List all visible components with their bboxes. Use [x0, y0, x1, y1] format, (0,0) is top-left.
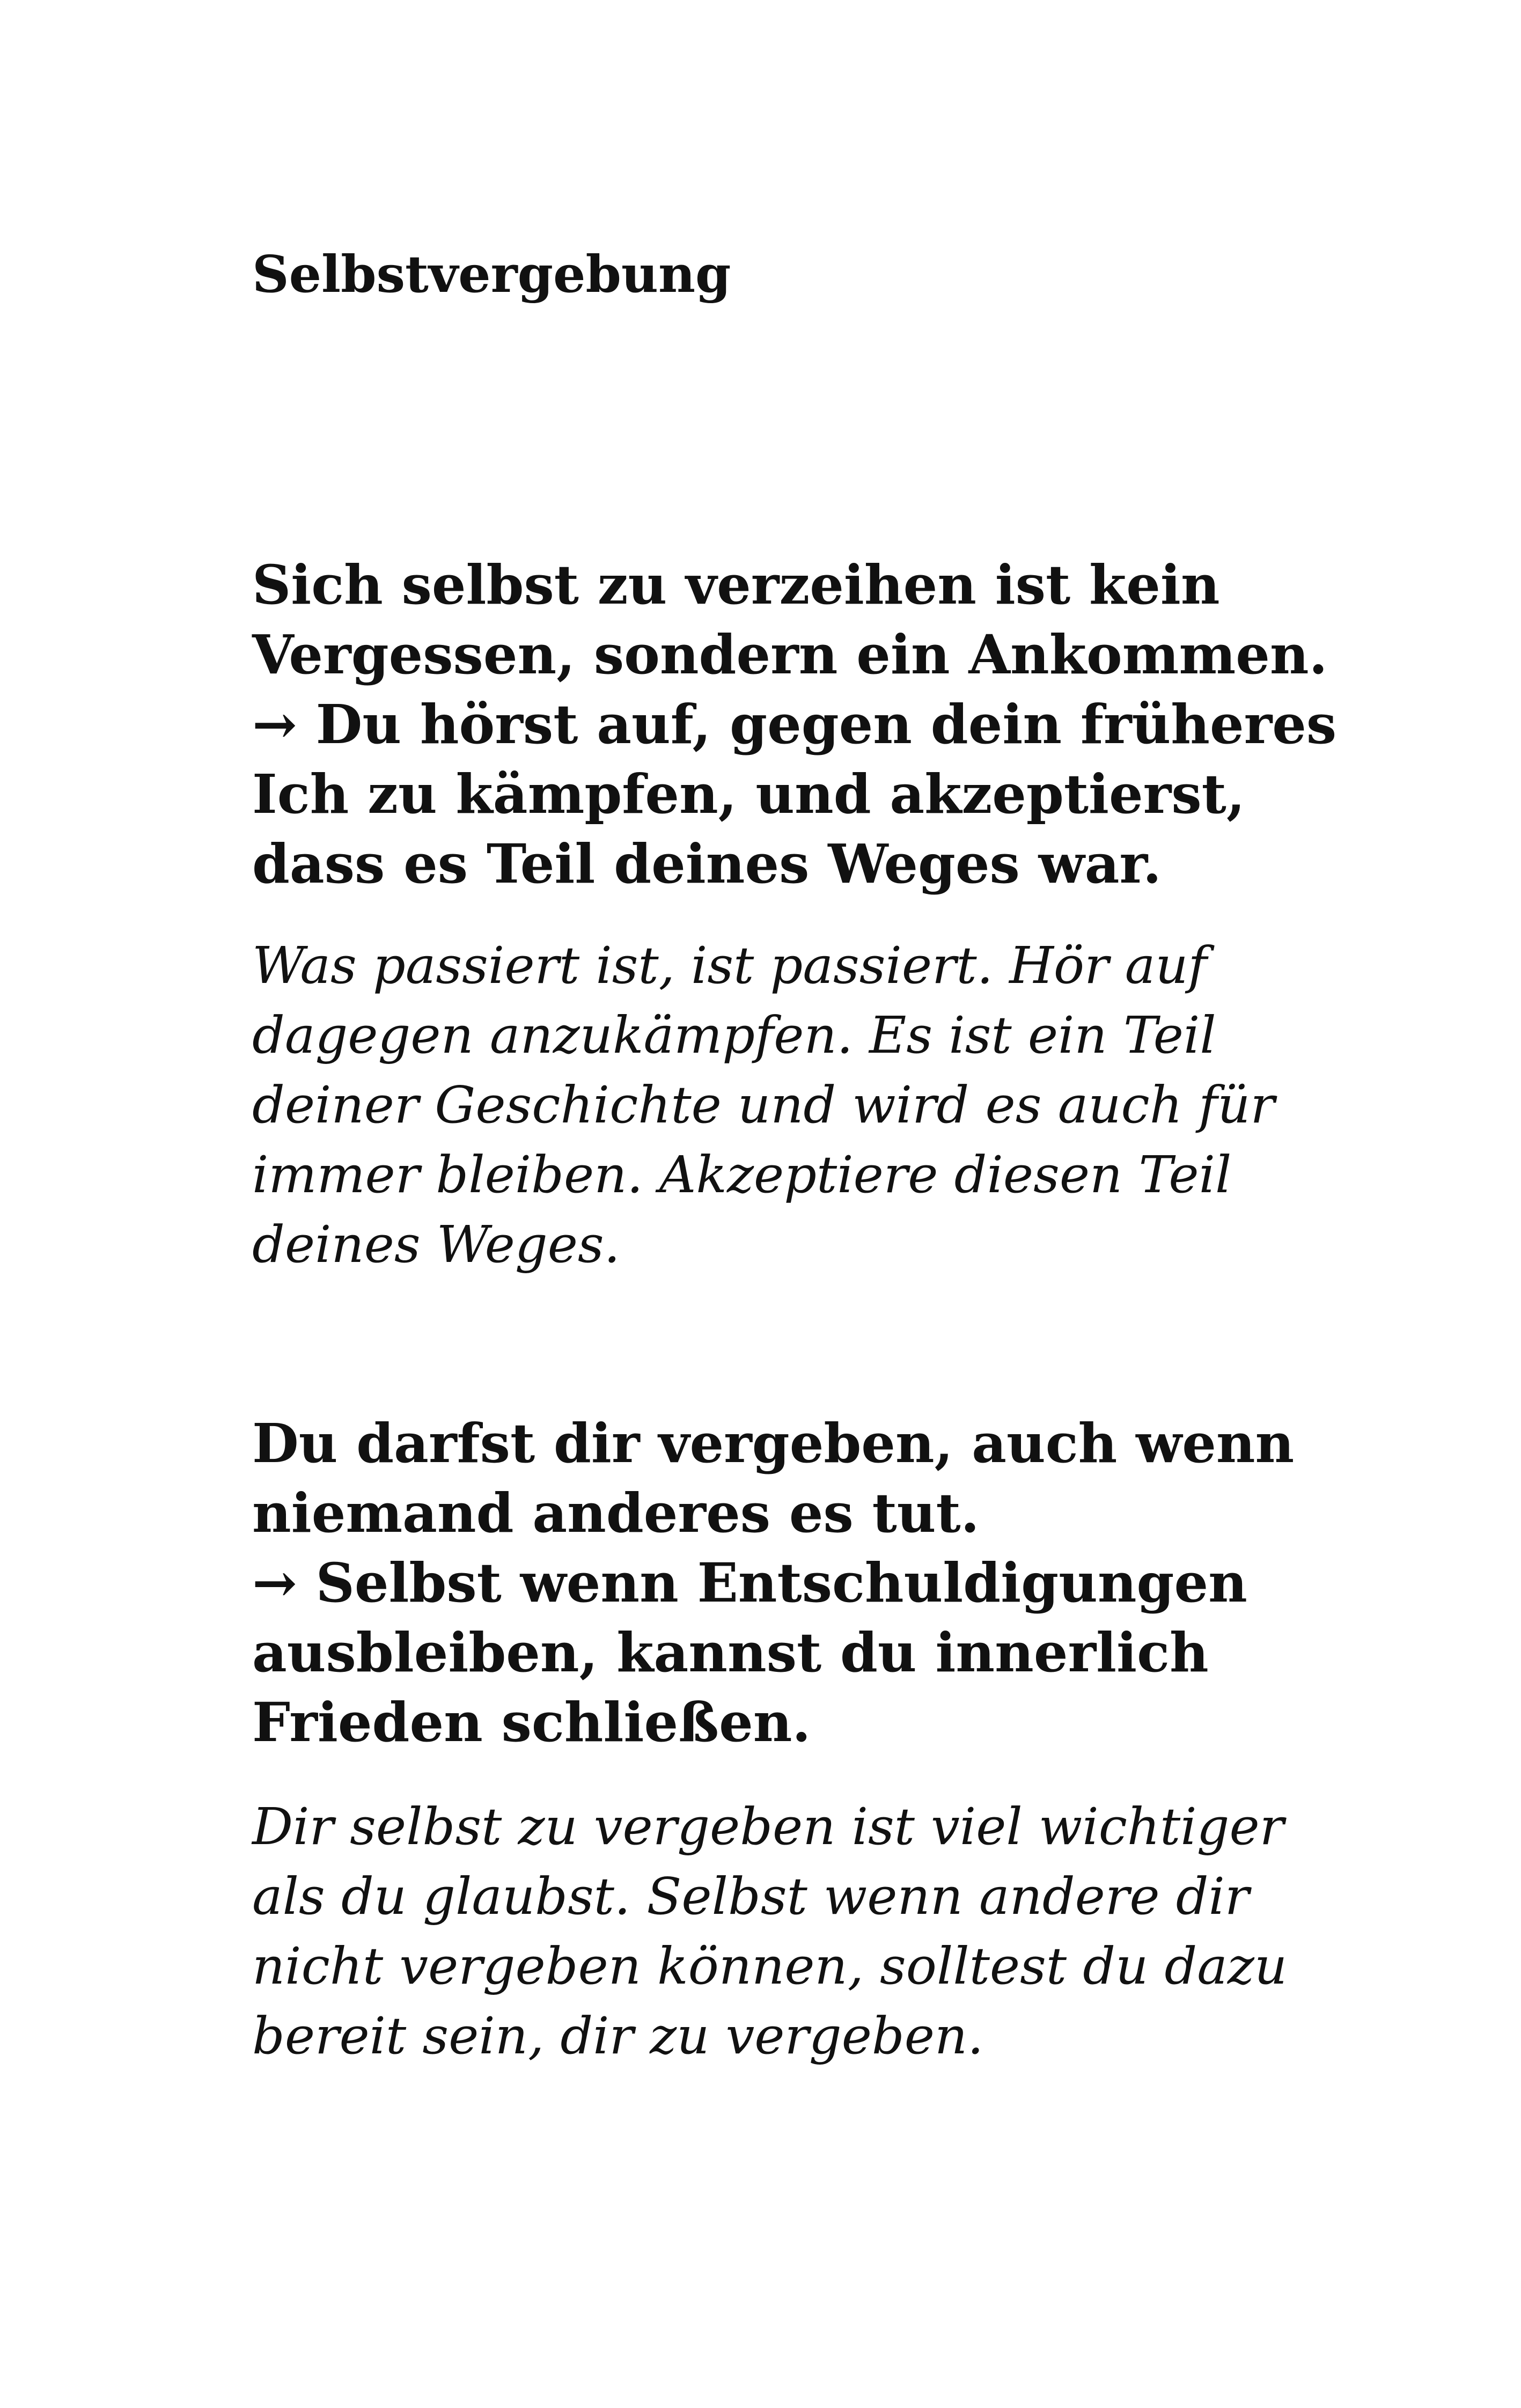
lead-line: Vergessen, sondern ein Ankommen.: [252, 623, 1328, 686]
note-line: bereit sein, dir zu vergeben.: [252, 2007, 984, 2066]
note-line: nicht vergeben können, solltest du dazu: [252, 1937, 1288, 1996]
section-2-note: [252, 1792, 1502, 2071]
lead-line: ausbleiben, kannst du innerlich: [252, 1621, 1209, 1684]
section-1-note: [252, 931, 1502, 1280]
lead-line: Du darfst dir vergeben, auch wenn: [252, 1412, 1295, 1475]
lead-line: Ich zu kämpfen, und akzeptierst,: [252, 762, 1245, 826]
page-title: Selbstvergebung: [252, 245, 731, 304]
lead-line: → Selbst wenn Entschuldigungen: [252, 1551, 1247, 1614]
note-line: dagegen anzukämpfen. Es ist ein Teil: [252, 1006, 1216, 1065]
note-line: immer bleiben. Akzeptiere diesen Teil: [252, 1146, 1232, 1205]
note-line: deines Weges.: [252, 1215, 620, 1274]
note-line: deiner Geschichte und wird es auch für: [252, 1076, 1275, 1135]
lead-line: dass es Teil deines Weges war.: [252, 832, 1162, 895]
note-line: Was passiert ist, ist passiert. Hör auf: [252, 936, 1207, 995]
section-2-lead: [252, 1408, 1502, 1757]
lead-line: Frieden schließen.: [252, 1691, 811, 1754]
lead-line: Sich selbst zu verzeihen ist kein: [252, 553, 1220, 616]
section-1-lead: [252, 550, 1502, 899]
lead-line: → Du hörst auf, gegen dein früheres: [252, 693, 1337, 756]
note-line: als du glaubst. Selbst wenn andere dir: [252, 1867, 1250, 1926]
note-line: Dir selbst zu vergeben ist viel wichtiger: [252, 1797, 1284, 1856]
lead-line: niemand anderes es tut.: [252, 1481, 980, 1545]
